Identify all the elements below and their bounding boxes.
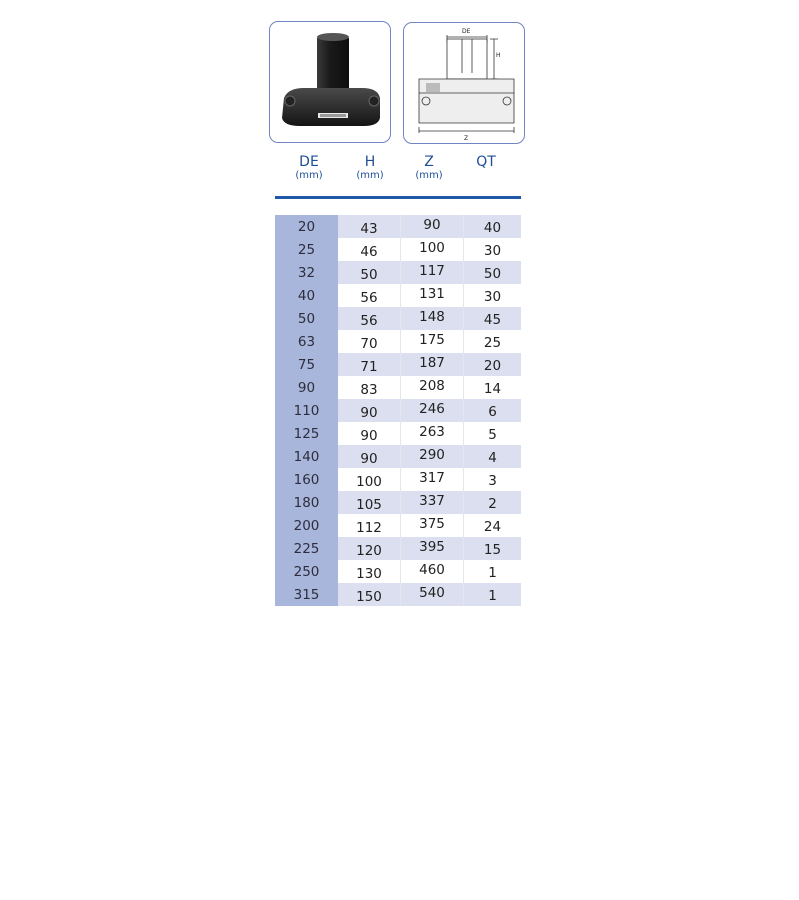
cell-z: 90 [401,215,464,238]
tee-dimension-diagram-icon [404,23,525,144]
cell-z: 246 [401,399,464,422]
cell-z: 131 [401,284,464,307]
column-header-qt [456,154,516,170]
table-row [275,238,521,261]
cell-qt: 3 [464,468,521,491]
table-row [275,353,521,376]
cell-z: 117 [401,261,464,284]
cell-de: 20 [275,215,338,238]
cell-qt: 4 [464,445,521,468]
cell-h: 70 [338,330,401,353]
cell-z: 337 [401,491,464,514]
table-row [275,215,521,238]
cell-qt: 6 [464,399,521,422]
cell-h: 71 [338,353,401,376]
cell-h: 100 [338,468,401,491]
cell-de: 250 [275,560,338,583]
cell-qt: 15 [464,537,521,560]
product-photo-frame [269,21,391,143]
header-divider [275,196,521,199]
table-row [275,376,521,399]
cell-h: 83 [338,376,401,399]
cell-z: 187 [401,353,464,376]
dimensions-table [275,215,521,606]
cell-h: 90 [338,422,401,445]
column-header-de [279,154,339,182]
cell-de: 160 [275,468,338,491]
cell-de: 40 [275,284,338,307]
electrofusion-tee-photo-icon [270,22,391,143]
cell-h: 56 [338,284,401,307]
cell-h: 46 [338,238,401,261]
cell-h: 112 [338,514,401,537]
cell-de: 110 [275,399,338,422]
table-row [275,307,521,330]
cell-h: 43 [338,215,401,238]
table-row [275,491,521,514]
cell-z: 208 [401,376,464,399]
cell-z: 395 [401,537,464,560]
cell-z: 375 [401,514,464,537]
diagram-label-z: Z [464,135,469,142]
cell-qt: 45 [464,307,521,330]
cell-z: 175 [401,330,464,353]
cell-de: 90 [275,376,338,399]
cell-qt: 25 [464,330,521,353]
column-header-h-title: H [364,154,376,170]
table-row [275,537,521,560]
cell-h: 90 [338,445,401,468]
diagram-label-h: H [496,52,501,59]
column-header-h [340,154,400,182]
column-header-de-title: DE [299,154,319,170]
table-row [275,284,521,307]
cell-de: 75 [275,353,338,376]
cell-qt: 2 [464,491,521,514]
cell-h: 105 [338,491,401,514]
table-row [275,261,521,284]
table-row [275,399,521,422]
cell-de: 200 [275,514,338,537]
cell-qt: 30 [464,238,521,261]
cell-de: 225 [275,537,338,560]
cell-de: 180 [275,491,338,514]
cell-qt: 30 [464,284,521,307]
table-row [275,514,521,537]
cell-z: 148 [401,307,464,330]
cell-qt: 14 [464,376,521,399]
column-header-z-unit: (mm) [415,170,443,181]
table-row [275,445,521,468]
cell-de: 32 [275,261,338,284]
column-header-qt-title: QT [476,154,496,170]
column-header-h-unit: (mm) [356,170,384,181]
cell-qt: 50 [464,261,521,284]
cell-de: 63 [275,330,338,353]
cell-h: 150 [338,583,401,606]
table-row [275,468,521,491]
cell-qt: 40 [464,215,521,238]
cell-z: 100 [401,238,464,261]
cell-qt: 20 [464,353,521,376]
table-row [275,583,521,606]
cell-h: 50 [338,261,401,284]
cell-qt: 5 [464,422,521,445]
column-header-de-unit: (mm) [295,170,323,181]
table-row [275,330,521,353]
cell-de: 315 [275,583,338,606]
cell-de: 125 [275,422,338,445]
cell-de: 50 [275,307,338,330]
cell-de: 25 [275,238,338,261]
table-row [275,422,521,445]
cell-h: 56 [338,307,401,330]
cell-h: 130 [338,560,401,583]
cell-qt: 24 [464,514,521,537]
cell-z: 317 [401,468,464,491]
cell-de: 140 [275,445,338,468]
dimension-diagram-frame [403,22,525,144]
cell-z: 263 [401,422,464,445]
cell-h: 90 [338,399,401,422]
diagram-label-de: DE [462,28,471,35]
cell-qt: 1 [464,560,521,583]
cell-qt: 1 [464,583,521,606]
cell-z: 290 [401,445,464,468]
cell-z: 460 [401,560,464,583]
cell-z: 540 [401,583,464,606]
table-row [275,560,521,583]
cell-h: 120 [338,537,401,560]
column-header-z-title: Z [424,154,434,170]
column-header-z [399,154,459,182]
